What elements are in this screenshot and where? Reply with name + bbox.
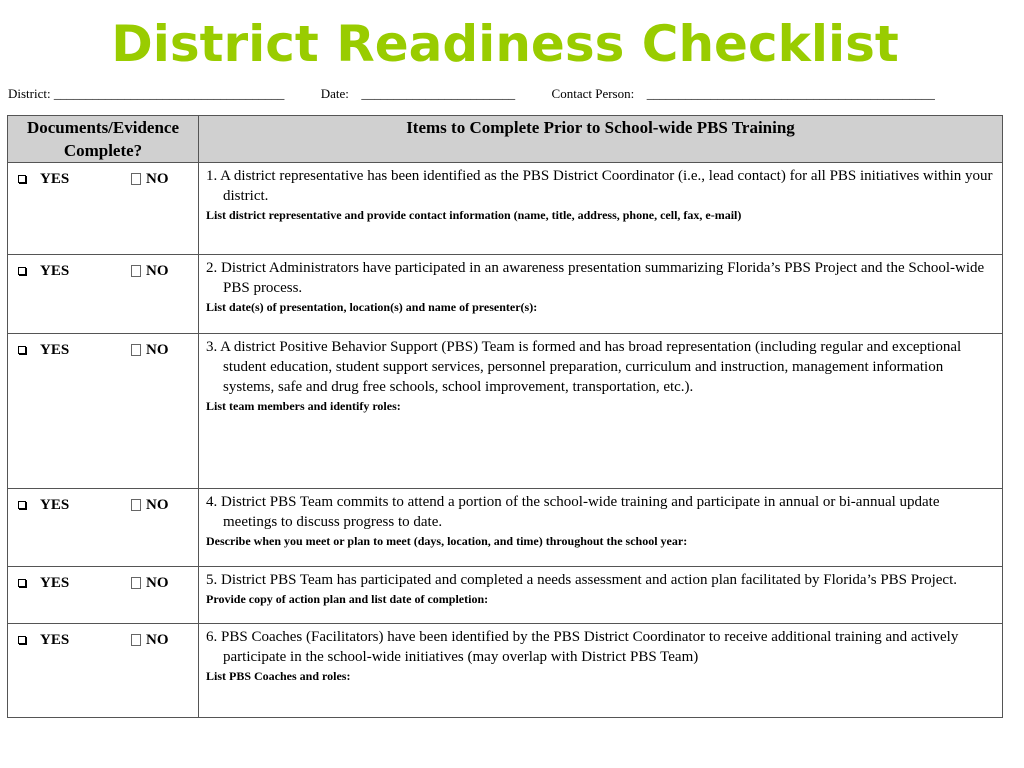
item-instruction: Describe when you meet or plan to meet (days, location, and time) throughout the school year: [206, 534, 688, 548]
item-cell [199, 567, 1003, 624]
item-text: 2. District Administrators have participated in an awareness presentation summarizing Florida’s PBS Project and the School-wide PBS process. [206, 260, 985, 296]
item-text: 6. PBS Coaches (Facilitators) have been identified by the PBS District Coordinator to receive additional training and actively participate in the school-wide initiatives (may overlap with District PBS Team) [206, 629, 959, 665]
item-text: 1. A district representative has been identified as the PBS District Coordinator (i.e., lead contact) for all PBS initiatives within your district. [206, 168, 993, 204]
checkbox-no-icon[interactable] [131, 265, 141, 277]
table-row [8, 489, 1003, 567]
checkbox-yes-icon[interactable] [18, 267, 26, 275]
item-text: 4. District PBS Team commits to attend a portion of the school-wide training and participate in annual or bi-annual update meetings to discuss progress to date. [206, 494, 940, 530]
yes-label: YES [40, 342, 70, 358]
checkbox-no-icon[interactable] [131, 344, 141, 356]
table-row [8, 624, 1003, 718]
page-title: District Readiness Checklist [111, 15, 899, 73]
checkbox-no-icon[interactable] [131, 634, 141, 646]
item-cell [199, 334, 1003, 489]
yes-label: YES [40, 497, 70, 513]
yes-no-cell [8, 163, 199, 255]
table-row [8, 255, 1003, 334]
item-instruction: List date(s) of presentation, location(s) and name of presenter(s): [206, 300, 538, 314]
table-row [8, 334, 1003, 489]
item-cell [199, 489, 1003, 567]
yes-label: YES [40, 575, 70, 591]
date-field[interactable]: ________________________ [361, 86, 516, 101]
item-cell [199, 255, 1003, 334]
district-label: District: [8, 86, 51, 101]
contact-person-field[interactable]: _____________________________________________ [646, 86, 935, 101]
table-row [8, 163, 1003, 255]
district-field[interactable]: ____________________________________ [53, 86, 285, 101]
yes-no-cell [8, 489, 199, 567]
yes-label: YES [40, 171, 70, 187]
yes-no-cell [8, 334, 199, 489]
yes-label: YES [40, 263, 70, 279]
item-cell [199, 624, 1003, 718]
yes-no-cell [8, 567, 199, 624]
no-label: NO [146, 263, 169, 279]
no-label: NO [146, 632, 169, 648]
item-instruction: List district representative and provide contact information (name, title, address, phone, cell, fax, e-mail) [206, 208, 742, 222]
contact-person-label: Contact Person: [551, 86, 635, 101]
item-instruction: List PBS Coaches and roles: [206, 669, 351, 683]
header-fields [8, 86, 1008, 102]
date-label: Date: [320, 86, 349, 101]
table-header-row [8, 116, 1003, 163]
no-label: NO [146, 497, 169, 513]
item-cell [199, 163, 1003, 255]
no-label: NO [146, 575, 169, 591]
item-instruction: Provide copy of action plan and list date of completion: [206, 592, 489, 606]
checkbox-yes-icon[interactable] [18, 579, 26, 587]
checkbox-yes-icon[interactable] [18, 501, 26, 509]
yes-label: YES [40, 632, 70, 648]
item-instruction: List team members and identify roles: [206, 399, 401, 413]
checkbox-no-icon[interactable] [131, 577, 141, 589]
checkbox-yes-icon[interactable] [18, 636, 26, 644]
readiness-checklist-table [7, 115, 1003, 718]
checkbox-yes-icon[interactable] [18, 175, 26, 183]
item-text: 5. District PBS Team has participated and completed a needs assessment and action plan facilitated by Florida’s PBS Project. [206, 572, 958, 588]
checkbox-no-icon[interactable] [131, 499, 141, 511]
item-text: 3. A district Positive Behavior Support (PBS) Team is formed and has broad representation (including regular and exceptional student education, student support services, personnel preparation, curriculum and instruction, management information systems, safe and drug free schools, school improvement, transportation, etc.). [206, 339, 962, 395]
yes-no-cell [8, 255, 199, 334]
no-label: NO [146, 171, 169, 187]
checkbox-no-icon[interactable] [131, 173, 141, 185]
documents-evidence-header: Documents/Evidence Complete? [8, 116, 199, 163]
checkbox-yes-icon[interactable] [18, 346, 26, 354]
table-row [8, 567, 1003, 624]
items-to-complete-header: Items to Complete Prior to School-wide PBS Training [199, 116, 1003, 163]
yes-no-cell [8, 624, 199, 718]
no-label: NO [146, 342, 169, 358]
